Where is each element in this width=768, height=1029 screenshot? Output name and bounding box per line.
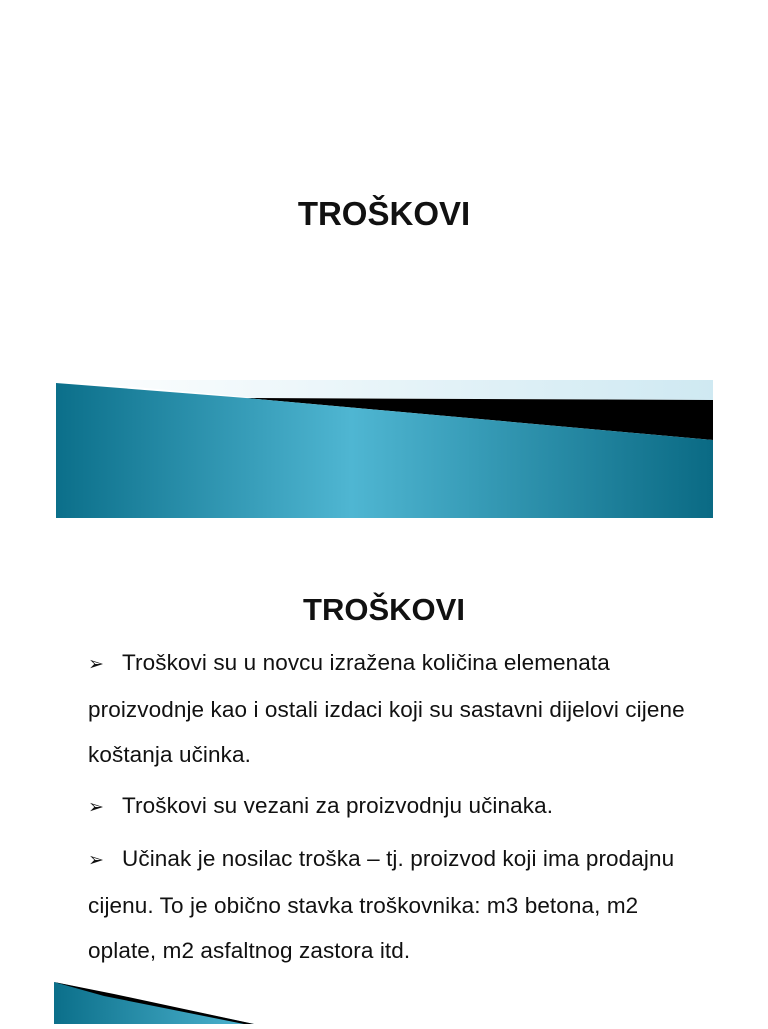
bullet-text: Učinak je nosilac troška – tj. proizvod koji ima prodajnu cijenu. To je obično stavka troškovnika: m3 betona, m2 oplate, m2 asfaltnog zastora itd. [88,846,675,963]
bullet-item [88,836,708,973]
decorative-swoosh [54,982,254,1024]
bullet-list [88,640,708,979]
arrow-bullet-icon: ➢ [88,654,105,675]
section-title: TROŠKOVI [303,592,465,627]
bullet-item [88,783,708,830]
decorative-banner [56,380,713,520]
arrow-bullet-icon: ➢ [88,797,105,818]
bullet-item [88,640,708,777]
bullet-text: Troškovi su vezani za proizvodnju učinaka. [122,793,554,818]
slide-title: TROŠKOVI [297,195,471,232]
arrow-bullet-icon: ➢ [88,850,105,871]
bullet-text: Troškovi su u novcu izražena količina elemenata proizvodnje kao i ostali izdaci koji su sastavni dijelovi cijene koštanja učinka. [88,650,685,767]
